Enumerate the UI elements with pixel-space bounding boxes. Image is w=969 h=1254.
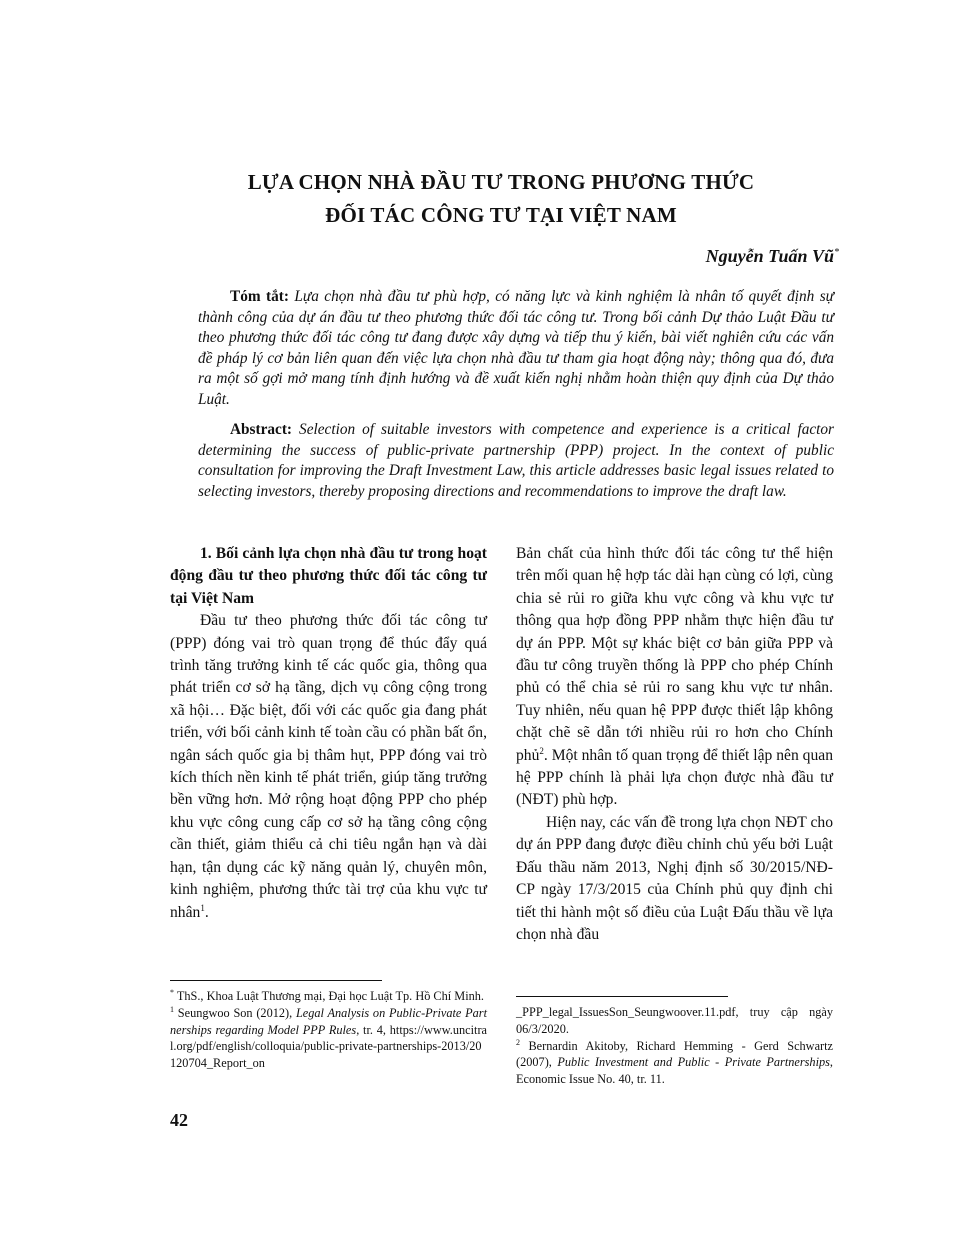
footnote-separator-left: [170, 980, 382, 981]
section-heading: 1. Bối cảnh lựa chọn nhà đầu tư trong hoạt động đầu tư theo phương thức đối tác công tư tại Việt Nam: [170, 545, 487, 607]
right-column: [516, 543, 833, 946]
footnote-2-title: Public Investment and Public - Private Partnerships: [557, 1055, 830, 1070]
abstract-vi-label: Tóm tắt:: [230, 288, 289, 305]
footnote-ref-2: 2: [539, 745, 544, 756]
footnotes-left: [170, 988, 487, 1072]
abstract-vi-text: Lựa chọn nhà đầu tư phù hợp, có năng lực và kinh nghiệm là nhân tố quyết định sự thành công của dự án đầu tư theo phương thức đối tác công tư. Trong bối cảnh Dự thảo Luật Đầu tư theo phương thức đối tác công tư đang được xây dựng và tiếp thu ý kiến, bài viết nghiên cứu các vấn đề pháp lý cơ bản liên quan đến việc lựa chọn nhà đầu tư tham gia hoạt động này; thông qua đó, đưa ra một số gợi mở mang tính định hướng và đề xuất kiến nghị nhằm hoàn thiện quy định của Dự thảo Luật.: [198, 288, 835, 408]
left-paragraph-1-text: Đầu tư theo phương thức đối tác công tư (PPP) đóng vai trò quan trọng để thúc đẩy quá trình tăng trưởng kinh tế các quốc gia, thông qua phát triển cơ sở hạ tầng, dịch vụ công cộng trong xã hội… Đặc biệt, đối với các quốc gia đang phát triển, với bối cảnh kinh tế toàn cầu có phần bất ổn, ngân sách quốc gia bị thâm hụt, PPP đóng vai trò kích thích nền kinh tế phát triển, giúp tăng trưởng bền vững hơn. Mở rộng hoạt động PPP cho phép khu vực công cung cấp cơ sở hạ tầng công cộng cần thiết, giảm thiểu cả chi tiêu ngắn hạn và dài hạn, tận dụng các kỹ năng quản lý, chuyên môn, kinh nghiệm, phương thức tài trợ của khu vực tư nhân: [170, 612, 487, 921]
article-title-line-2: ĐỐI TÁC CÔNG TƯ TẠI VIỆT NAM: [325, 203, 677, 227]
footnote-author-mark: *: [170, 987, 174, 997]
author-name: Nguyễn Tuấn Vũ: [705, 246, 834, 266]
abstract-vietnamese: [198, 287, 834, 410]
abstract-en-label: Abstract:: [230, 421, 293, 438]
article-title: [170, 166, 832, 232]
article-title-line-1: LỰA CHỌN NHÀ ĐẦU TƯ TRONG PHƯƠNG THỨC: [247, 170, 755, 194]
right-paragraph-1: [516, 543, 833, 812]
abstract-en-text: Selection of suitable investors with competence and experience is a critical factor determining the success of public-private partnership (PPP) project. In the context of public consultation for improving the Draft Investment Law, this article addresses basic legal issues related to selecting investors, thereby proposing directions and recommendations to improve the draft law.: [198, 421, 835, 500]
left-column: [170, 543, 487, 924]
footnote-1-post: , tr. 4, https://www.uncitral.org/pdf/english/colloquia/public-private-partnerships-2013/20120704_Report_on: [170, 1022, 487, 1071]
footnote-author: [170, 988, 487, 1005]
author-footnote-mark: *: [834, 247, 839, 258]
footnote-2-pre: Bernardin Akitoby, Richard Hemming - Gerd Schwartz (2007),: [516, 1038, 833, 1070]
footnote-1: [170, 1005, 487, 1072]
left-paragraph-1: [170, 610, 487, 924]
abstract-english: [198, 420, 834, 502]
footnote-2-mark: 2: [516, 1037, 520, 1047]
right-paragraph-1-text-a: Bản chất của hình thức đối tác công tư thể hiện trên mối quan hệ hợp tác dài hạn cùng có lợi, cùng chia sẻ rủi ro giữa khu vực công và khu vực tư thông qua hợp đồng PPP nhằm thực hiện đầu tư dự án PPP. Một sự khác biệt cơ bản giữa PPP và đầu tư công truyền thống là PPP cho phép Chính phủ có thể chia sẻ rủi ro sang khu vực tư nhân. Tuy nhiên, nếu quan hệ PPP được thiết lập không chặt chẽ sẽ dẫn tới nhiều rủi ro hơn cho Chính phủ: [516, 545, 833, 764]
footnote-1-continued: _PPP_legal_IssuesSon_Seungwoover.11.pdf, truy cập ngày 06/3/2020.: [516, 1005, 833, 1036]
footnote-ref-1: 1: [200, 902, 205, 913]
footnotes-right: [516, 1004, 833, 1088]
footnote-2: [516, 1038, 833, 1088]
footnote-2-post: , Economic Issue No. 40, tr. 11.: [516, 1055, 833, 1087]
footnote-1-pre: Seungwoo Son (2012),: [177, 1005, 296, 1020]
footnote-1-title: Legal Analysis on Public-Private Partnerships regarding Model PPP Rules: [170, 1005, 487, 1037]
page-number: 42: [170, 1110, 188, 1130]
right-paragraph-2: Hiện nay, các vấn đề trong lựa chọn NĐT cho dự án PPP đang được điều chỉnh chủ yếu bởi Luật Đấu thầu năm 2013, Nghị định số 30/2015/NĐ-CP ngày 17/3/2015 của Chính phủ quy định chi tiết thi hành một số điều của Luật Đấu thầu về lựa chọn nhà đầu: [516, 813, 833, 943]
footnote-separator-right: [516, 996, 728, 997]
author: [706, 246, 839, 267]
footnote-author-text: ThS., Khoa Luật Thương mại, Đại học Luật Tp. Hồ Chí Minh.: [176, 989, 484, 1003]
left-paragraph-1-end: .: [204, 903, 209, 921]
footnote-1-mark: 1: [170, 1004, 174, 1014]
right-paragraph-1-text-b: . Một nhân tố quan trọng để thiết lập nên quan hệ PPP chính là phải lựa chọn được nhà đầu tư (NĐT) phù hợp.: [516, 746, 833, 809]
